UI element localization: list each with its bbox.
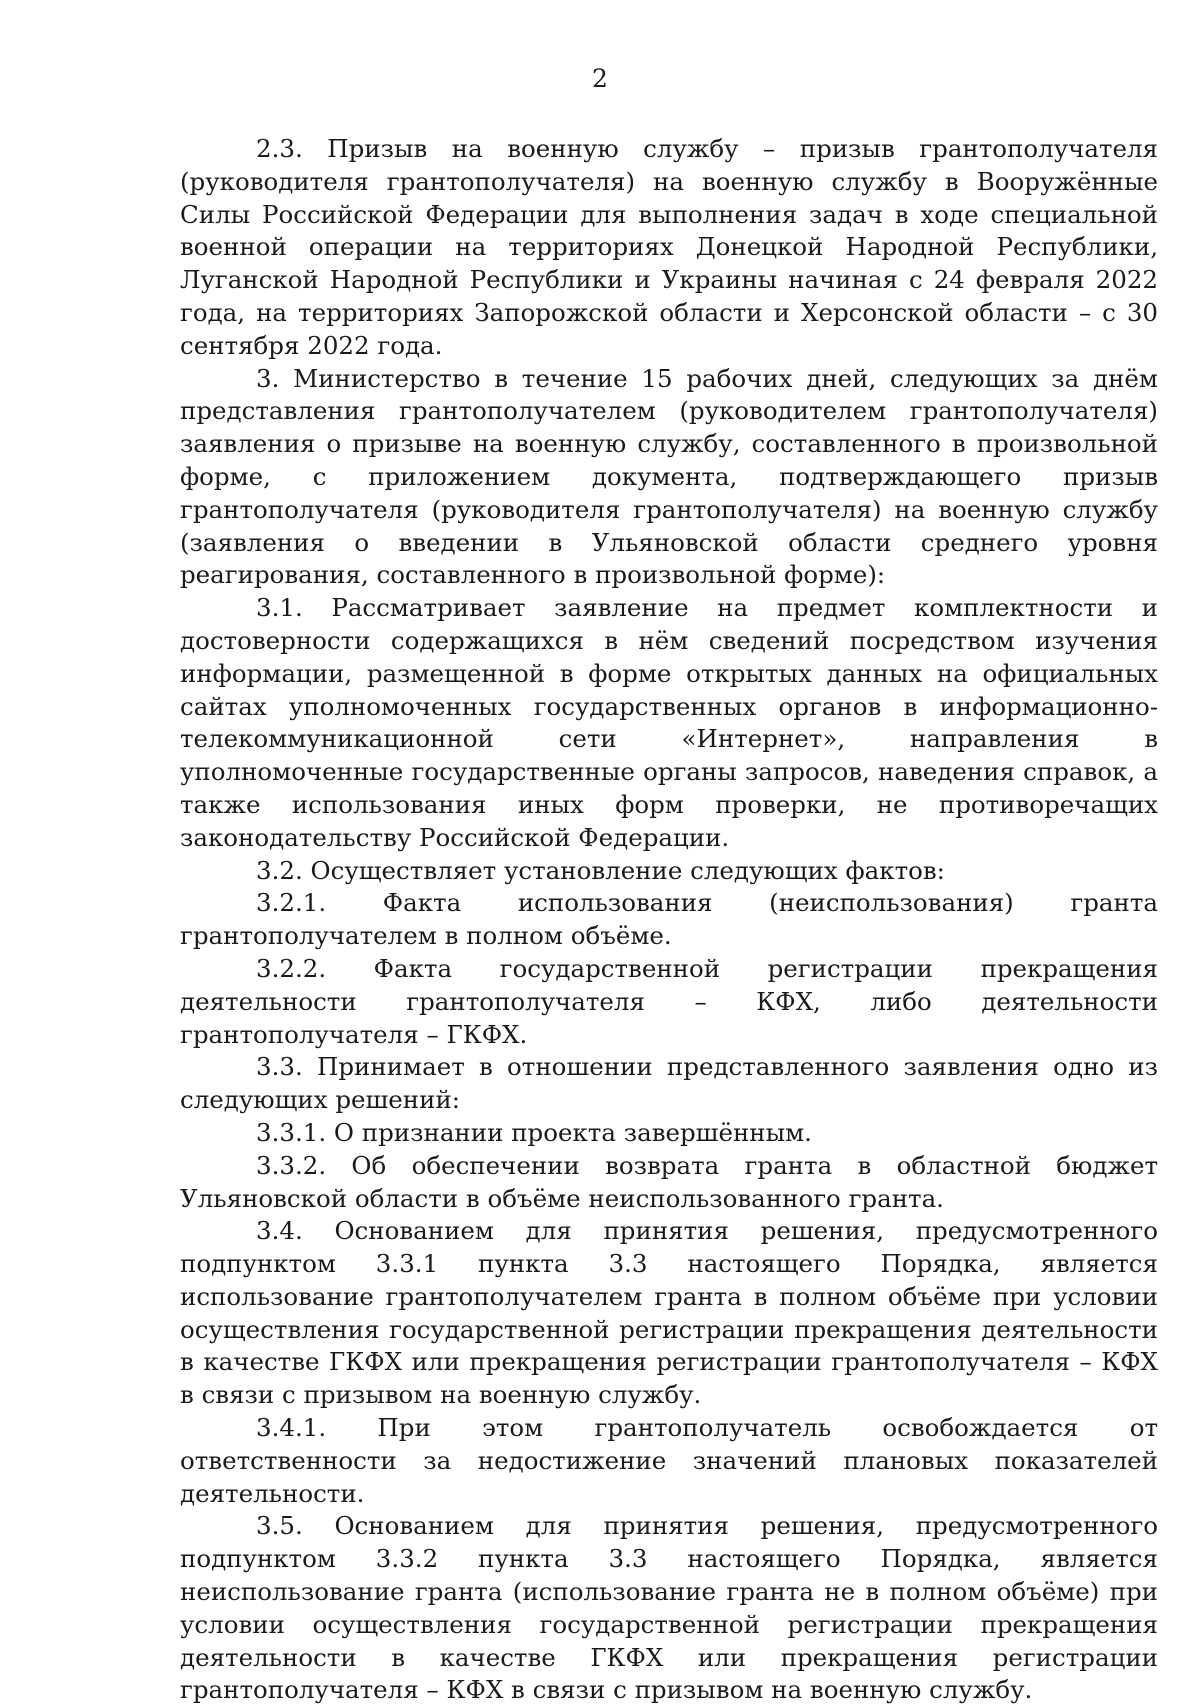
paragraph-3: 3. Министерство в течение 15 рабочих дней, следующих за днём представления грантополучателем (руководителем грантополучателя) заявления о призыве на военную службу, составленного в произвольной форме, с приложением документа, подтверждающего призыв грантополучателя (руководителя грантополучателя) на военную службу (заявления о введении в Ульяновской области среднего уровня реагирования, составленного в произвольной форме):	[180, 363, 1158, 590]
paragraph-3-1: 3.1. Рассматривает заявление на предмет комплектности и достоверности содержащихся в нём сведений посредством изучения информации, размещенной в форме открытых данных на официальных сайтах уполномоченных государственных органов в информационно-телекоммуникационной сети «Интернет», направления в уполномоченные государственные органы запросов, наведения справок, а также использования иных форм проверки, не противоречащих законодательству Российской Федерации.	[180, 593, 1158, 852]
paragraph-2-3: 2.3. Призыв на военную службу – призыв грантополучателя (руководителя грантополучателя) на военную службу в Вооружённые Силы Российской Федерации для выполнения задач в ходе специальной военной операции на территориях Донецкой Народной Республики, Луганской Народной Республики и Украины начиная с 24 февраля 2022 года, на территориях Запорожской области и Херсонской области – с 30 сентября 2022 года.	[180, 134, 1158, 360]
paragraph-3-3: 3.3. Принимает в отношении представленного заявления одно из следующих решений:	[180, 1052, 1158, 1115]
page-number: 2	[592, 64, 608, 93]
paragraph-3-3-2: 3.3.2. Об обеспечении возврата гранта в областной бюджет Ульяновской области в объёме неиспользованного гранта.	[180, 1150, 1158, 1213]
paragraph-3-5: 3.5. Основанием для принятия решения, предусмотренного подпунктом 3.3.2 пункта 3.3 настоящего Порядка, является неиспользование гранта (использование гранта не в полном объёме) при условии осуществления государственной регистрации прекращения деятельности в качестве ГКФХ или прекращения регистрации грантополучателя – КФХ в связи с призывом на военную службу.	[180, 1511, 1158, 1705]
paragraph-3-2-1: 3.2.1. Факта использования (неиспользования) гранта грантополучателем в полном объёме.	[180, 888, 1158, 951]
paragraph-3-4: 3.4. Основанием для принятия решения, предусмотренного подпунктом 3.3.1 пункта 3.3 настоящего Порядка, является использование грантополучателем гранта в полном объёме при условии осуществления государственной регистрации прекращения деятельности в качестве ГКФХ или прекращения регистрации грантополучателя – КФХ в связи с призывом на военную службу.	[180, 1216, 1158, 1410]
paragraph-3-3-1: 3.3.1. О признании проекта завершённым.	[256, 1117, 812, 1147]
paragraph-3-2-2: 3.2.2. Факта государственной регистрации прекращения деятельности грантополучателя – КФХ, либо деятельности грантополучателя – ГКФХ.	[180, 953, 1158, 1049]
paragraph-3-2: 3.2. Осуществляет установление следующих фактов:	[256, 855, 945, 885]
document-body	[180, 133, 1158, 1707]
paragraph-3-4-1: 3.4.1. При этом грантополучатель освобождается от ответственности за недостижение значений плановых показателей деятельности.	[180, 1413, 1158, 1508]
